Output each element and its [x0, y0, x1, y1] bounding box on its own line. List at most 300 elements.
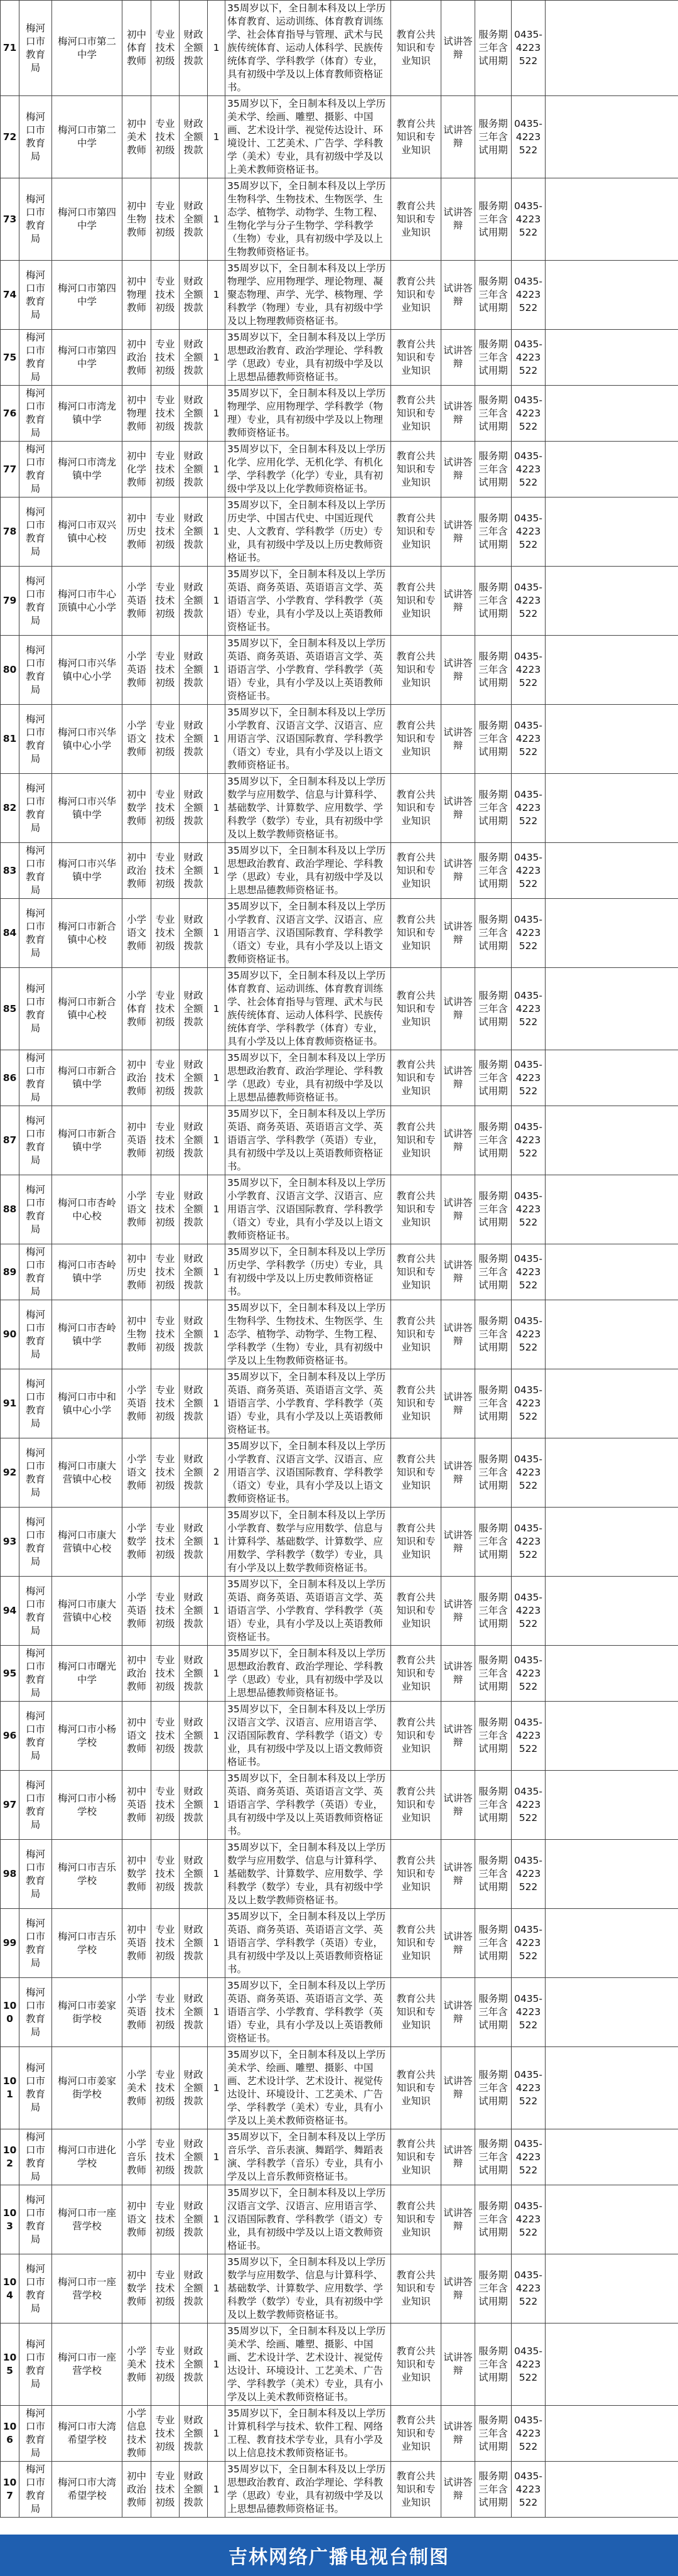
- contact-phone-cell: 0435-4223522: [512, 261, 546, 330]
- service-term-cell: 服务期三年含试用期: [475, 330, 512, 386]
- department-cell: 梅河口市教育局: [19, 442, 52, 497]
- contact-phone-cell: 0435-4223522: [512, 1300, 546, 1369]
- category-cell: 专业技术初级: [151, 1771, 180, 1840]
- service-term-cell: 服务期三年含试用期: [475, 1508, 512, 1577]
- service-term-cell: 服务期三年含试用期: [475, 1438, 512, 1508]
- interview-method-cell: 试讲答辩: [441, 843, 475, 899]
- row-number: 107: [1, 2462, 19, 2518]
- exam-subject-cell: 教育公共知识和专业知识: [391, 261, 441, 330]
- position-cell: 小学信息技术教师: [122, 2406, 151, 2462]
- exam-subject-cell: 教育公共知识和专业知识: [391, 705, 441, 774]
- interview-method-cell: 试讲答辩: [441, 1909, 475, 1978]
- headcount-cell: 1: [208, 1175, 225, 1244]
- row-number: 86: [1, 1050, 19, 1106]
- funding-cell: 财政全额拨款: [180, 96, 208, 178]
- funding-cell: 财政全额拨款: [180, 261, 208, 330]
- category-cell: 专业技术初级: [151, 899, 180, 968]
- row-number: 80: [1, 636, 19, 705]
- department-cell: 梅河口市教育局: [19, 96, 52, 178]
- row-number: 72: [1, 96, 19, 178]
- position-cell: 初中英语教师: [122, 1106, 151, 1175]
- table-row: [1, 1577, 678, 1646]
- interview-method-cell: 试讲答辩: [441, 386, 475, 442]
- category-cell: 专业技术初级: [151, 1508, 180, 1577]
- school-cell: 梅河口市第二中学: [52, 96, 122, 178]
- exam-subject-cell: 教育公共知识和专业知识: [391, 567, 441, 636]
- headcount-cell: 1: [208, 330, 225, 386]
- headcount-cell: 1: [208, 1508, 225, 1577]
- school-cell: 梅河口市中和镇中心小学: [52, 1369, 122, 1438]
- school-cell: 梅河口市湾龙镇中学: [52, 386, 122, 442]
- row-number: 77: [1, 442, 19, 497]
- interview-method-cell: 试讲答辩: [441, 1978, 475, 2047]
- row-number: 91: [1, 1369, 19, 1438]
- requirements-cell: 35周岁以下，全日制本科及以上学历美术学、绘画、雕塑、摄影、中国画、艺术设计学、艺术设计、视觉传达设计、环境设计、工艺美术、广告学、学科教学（美术）专业，具有小学及以上美术教师资格证书。: [225, 2323, 391, 2406]
- headcount-cell: 1: [208, 1369, 225, 1438]
- position-cell: 初中数学教师: [122, 2254, 151, 2323]
- interview-method-cell: 试讲答辩: [441, 899, 475, 968]
- table-row: [1, 1978, 678, 2047]
- empty-cell: [546, 442, 678, 497]
- headcount-cell: 1: [208, 774, 225, 843]
- row-number: 105: [1, 2323, 19, 2406]
- empty-cell: [546, 705, 678, 774]
- table-row: [1, 774, 678, 843]
- interview-method-cell: 试讲答辩: [441, 1244, 475, 1300]
- position-cell: 小学英语教师: [122, 567, 151, 636]
- category-cell: 专业技术初级: [151, 96, 180, 178]
- service-term-cell: 服务期三年含试用期: [475, 2323, 512, 2406]
- table-row: [1, 330, 678, 386]
- department-cell: 梅河口市教育局: [19, 497, 52, 567]
- contact-phone-cell: 0435-4223522: [512, 2323, 546, 2406]
- service-term-cell: 服务期三年含试用期: [475, 1840, 512, 1909]
- service-term-cell: 服务期三年含试用期: [475, 1175, 512, 1244]
- exam-subject-cell: 教育公共知识和专业知识: [391, 1050, 441, 1106]
- requirements-cell: 35周岁以下，全日制本科及以上学历音乐学、音乐表演、舞蹈学、舞蹈表演、学科教学（音乐）专业，具有小学及以上音乐教师资格证书。: [225, 2129, 391, 2185]
- department-cell: 梅河口市教育局: [19, 2047, 52, 2129]
- school-cell: 梅河口市兴华镇中心小学: [52, 705, 122, 774]
- school-cell: 梅河口市杏岭镇中学: [52, 1244, 122, 1300]
- headcount-cell: 2: [208, 1438, 225, 1508]
- department-cell: 梅河口市教育局: [19, 843, 52, 899]
- empty-cell: [546, 1, 678, 96]
- requirements-cell: 35周岁以下，全日制本科及以上学历计算机科学与技术、软件工程、网络工程、教育技术学专业，具有小学及以上信息技术教师资格证书。: [225, 2406, 391, 2462]
- requirements-cell: 35周岁以下，全日制本科及以上学历生物科学、生物技术、生物医学、生态学、植物学、动物学、生物工程、学科教学（生物）专业，具有初级中学及以上生物教师资格证书。: [225, 1300, 391, 1369]
- department-cell: 梅河口市教育局: [19, 1050, 52, 1106]
- interview-method-cell: 试讲答辩: [441, 2323, 475, 2406]
- category-cell: 专业技术初级: [151, 1175, 180, 1244]
- category-cell: 专业技术初级: [151, 1369, 180, 1438]
- requirements-cell: 35周岁以下，全日制本科及以上学历物理学、应用物理学、学科教学（物理）专业，具有初级中学及以上物理教师资格证书。: [225, 386, 391, 442]
- funding-cell: 财政全额拨款: [180, 497, 208, 567]
- row-number: 82: [1, 774, 19, 843]
- contact-phone-cell: 0435-4223522: [512, 2406, 546, 2462]
- funding-cell: 财政全额拨款: [180, 1508, 208, 1577]
- interview-method-cell: 试讲答辩: [441, 636, 475, 705]
- interview-method-cell: 试讲答辩: [441, 1438, 475, 1508]
- school-cell: 梅河口市大湾希望学校: [52, 2406, 122, 2462]
- funding-cell: 财政全额拨款: [180, 1, 208, 96]
- table-row: [1, 261, 678, 330]
- category-cell: 专业技术初级: [151, 2254, 180, 2323]
- empty-cell: [546, 1577, 678, 1646]
- empty-cell: [546, 1909, 678, 1978]
- interview-method-cell: 试讲答辩: [441, 2406, 475, 2462]
- row-number: 102: [1, 2129, 19, 2185]
- category-cell: 专业技术初级: [151, 2129, 180, 2185]
- department-cell: 梅河口市教育局: [19, 1978, 52, 2047]
- service-term-cell: 服务期三年含试用期: [475, 442, 512, 497]
- exam-subject-cell: 教育公共知识和专业知识: [391, 1646, 441, 1702]
- empty-cell: [546, 261, 678, 330]
- position-cell: 初中语文教师: [122, 1702, 151, 1771]
- position-cell: 小学音乐教师: [122, 2129, 151, 2185]
- row-number: 78: [1, 497, 19, 567]
- row-number: 93: [1, 1508, 19, 1577]
- exam-subject-cell: 教育公共知识和专业知识: [391, 2462, 441, 2518]
- headcount-cell: 1: [208, 386, 225, 442]
- exam-subject-cell: 教育公共知识和专业知识: [391, 1438, 441, 1508]
- funding-cell: 财政全额拨款: [180, 774, 208, 843]
- exam-subject-cell: 教育公共知识和专业知识: [391, 2129, 441, 2185]
- funding-cell: 财政全额拨款: [180, 636, 208, 705]
- department-cell: 梅河口市教育局: [19, 330, 52, 386]
- contact-phone-cell: 0435-4223522: [512, 178, 546, 261]
- exam-subject-cell: 教育公共知识和专业知识: [391, 1106, 441, 1175]
- interview-method-cell: 试讲答辩: [441, 261, 475, 330]
- headcount-cell: 1: [208, 567, 225, 636]
- funding-cell: 财政全额拨款: [180, 178, 208, 261]
- school-cell: 梅河口市康大营镇中心校: [52, 1577, 122, 1646]
- headcount-cell: 1: [208, 1702, 225, 1771]
- school-cell: 梅河口市第四中学: [52, 261, 122, 330]
- funding-cell: 财政全额拨款: [180, 1106, 208, 1175]
- requirements-cell: 35周岁以下，全日制本科及以上学历英语、商务英语、英语语言文学、英语语言学、小学教育、学科教学（英语）专业，具有小学及以上英语教师资格证书。: [225, 1978, 391, 2047]
- requirements-cell: 35周岁以下，全日制本科及以上学历英语、商务英语、英语语言文学、英语语言学、学科教学（英语）专业，具有初级中学及以上英语教师资格证书。: [225, 1771, 391, 1840]
- interview-method-cell: 试讲答辩: [441, 2254, 475, 2323]
- requirements-cell: 35周岁以下，全日制本科及以上学历思想政治教育、政治学理论、学科教学（思政）专业，具有初级中学及以上思想品德教师资格证书。: [225, 1050, 391, 1106]
- funding-cell: 财政全额拨款: [180, 2462, 208, 2518]
- empty-cell: [546, 774, 678, 843]
- department-cell: 梅河口市教育局: [19, 1702, 52, 1771]
- exam-subject-cell: 教育公共知识和专业知识: [391, 843, 441, 899]
- department-cell: 梅河口市教育局: [19, 1106, 52, 1175]
- department-cell: 梅河口市教育局: [19, 1300, 52, 1369]
- funding-cell: 财政全额拨款: [180, 2185, 208, 2254]
- position-cell: 初中体育教师: [122, 1, 151, 96]
- service-term-cell: 服务期三年含试用期: [475, 2254, 512, 2323]
- school-cell: 梅河口市吉乐学校: [52, 1909, 122, 1978]
- contact-phone-cell: 0435-4223522: [512, 843, 546, 899]
- service-term-cell: 服务期三年含试用期: [475, 968, 512, 1050]
- interview-method-cell: 试讲答辩: [441, 178, 475, 261]
- requirements-cell: 35周岁以下，全日制本科及以上学历体育教育、运动训练、体育教育训练学、社会体育指导与管理、武术与民族传统体育、运动人体科学、民族传统体育学、学科教学（体育）专业，具有小学及以上体育教师资格证书。: [225, 968, 391, 1050]
- requirements-cell: 35周岁以下，全日制本科及以上学历小学教育、汉语言文学、汉语言、应用语言学、汉语国际教育、学科教学（语文）专业，具有小学及以上语文教师资格证书。: [225, 899, 391, 968]
- category-cell: 专业技术初级: [151, 442, 180, 497]
- funding-cell: 财政全额拨款: [180, 843, 208, 899]
- requirements-cell: 35周岁以下，全日制本科及以上学历思想政治教育、政治学理论、学科教学（思政）专业，具有初级中学及以上思想品德教师资格证书。: [225, 843, 391, 899]
- funding-cell: 财政全额拨款: [180, 2254, 208, 2323]
- requirements-cell: 35周岁以下，全日制本科及以上学历数学与应用数学、信息与计算科学、基础数学、计算数学、应用数学、学科教学（数学）专业，具有初级中学及以上数学教师资格证书。: [225, 1840, 391, 1909]
- row-number: 74: [1, 261, 19, 330]
- service-term-cell: 服务期三年含试用期: [475, 899, 512, 968]
- funding-cell: 财政全额拨款: [180, 2129, 208, 2185]
- requirements-cell: 35周岁以下，全日制本科及以上学历小学教育、数学与应用数学、信息与计算科学、基础数学、计算数学、应用数学、学科教学（数学）专业，具有小学及以上数学教师资格证书。: [225, 1508, 391, 1577]
- empty-cell: [546, 1978, 678, 2047]
- row-number: 71: [1, 1, 19, 96]
- funding-cell: 财政全额拨款: [180, 1175, 208, 1244]
- table-row: [1, 2462, 678, 2518]
- category-cell: 专业技术初级: [151, 1840, 180, 1909]
- row-number: 92: [1, 1438, 19, 1508]
- contact-phone-cell: 0435-4223522: [512, 774, 546, 843]
- school-cell: 梅河口市双兴镇中心校: [52, 497, 122, 567]
- table-row: [1, 1300, 678, 1369]
- headcount-cell: 1: [208, 2047, 225, 2129]
- category-cell: 专业技术初级: [151, 2185, 180, 2254]
- table-row: [1, 96, 678, 178]
- row-number: 94: [1, 1577, 19, 1646]
- row-number: 85: [1, 968, 19, 1050]
- service-term-cell: 服务期三年含试用期: [475, 1369, 512, 1438]
- requirements-cell: 35周岁以下，全日制本科及以上学历体育教育、运动训练、体育教育训练学、社会体育指导与管理、武术与民族传统体育、运动人体科学、民族传统体育学、学科教学（体育）专业，具有初级中学及以上体育教师资格证书。: [225, 1, 391, 96]
- empty-cell: [546, 636, 678, 705]
- table-row: [1, 636, 678, 705]
- contact-phone-cell: 0435-4223522: [512, 2254, 546, 2323]
- exam-subject-cell: 教育公共知识和专业知识: [391, 1369, 441, 1438]
- department-cell: 梅河口市教育局: [19, 774, 52, 843]
- headcount-cell: 1: [208, 261, 225, 330]
- table-row: [1, 1244, 678, 1300]
- category-cell: 专业技术初级: [151, 1702, 180, 1771]
- service-term-cell: 服务期三年含试用期: [475, 1244, 512, 1300]
- exam-subject-cell: 教育公共知识和专业知识: [391, 2047, 441, 2129]
- category-cell: 专业技术初级: [151, 2462, 180, 2518]
- table-row: [1, 1702, 678, 1771]
- empty-cell: [546, 2406, 678, 2462]
- service-term-cell: 服务期三年含试用期: [475, 774, 512, 843]
- contact-phone-cell: 0435-4223522: [512, 386, 546, 442]
- table-row: [1, 1909, 678, 1978]
- position-cell: 初中历史教师: [122, 1244, 151, 1300]
- school-cell: 梅河口市兴华镇中学: [52, 843, 122, 899]
- table-row: [1, 968, 678, 1050]
- row-number: 89: [1, 1244, 19, 1300]
- position-cell: 小学英语教师: [122, 1978, 151, 2047]
- position-cell: 初中生物教师: [122, 1300, 151, 1369]
- requirements-cell: 35周岁以下，全日制本科及以上学历美术学、绘画、雕塑、摄影、中国画、艺术设计学、艺术设计、视觉传达设计、环境设计、工艺美术、广告学、学科教学（美术）专业，具有小学及以上美术教师资格证书。: [225, 2047, 391, 2129]
- funding-cell: 财政全额拨款: [180, 899, 208, 968]
- requirements-cell: 35周岁以下，全日制本科及以上学历汉语言文学、汉语言、应用语言学、汉语国际教育、学科教学（语文）专业，具有初级中学及以上语文教师资格证书。: [225, 1702, 391, 1771]
- category-cell: 专业技术初级: [151, 1577, 180, 1646]
- exam-subject-cell: 教育公共知识和专业知识: [391, 1978, 441, 2047]
- headcount-cell: 1: [208, 2462, 225, 2518]
- category-cell: 专业技术初级: [151, 330, 180, 386]
- department-cell: 梅河口市教育局: [19, 2185, 52, 2254]
- school-cell: 梅河口市一座营学校: [52, 2185, 122, 2254]
- row-number: 104: [1, 2254, 19, 2323]
- headcount-cell: 1: [208, 843, 225, 899]
- headcount-cell: 1: [208, 1106, 225, 1175]
- table-row: [1, 1369, 678, 1438]
- empty-cell: [546, 1771, 678, 1840]
- empty-cell: [546, 1106, 678, 1175]
- category-cell: 专业技术初级: [151, 386, 180, 442]
- contact-phone-cell: 0435-4223522: [512, 1646, 546, 1702]
- exam-subject-cell: 教育公共知识和专业知识: [391, 2185, 441, 2254]
- contact-phone-cell: 0435-4223522: [512, 1978, 546, 2047]
- service-term-cell: 服务期三年含试用期: [475, 705, 512, 774]
- department-cell: 梅河口市教育局: [19, 1244, 52, 1300]
- empty-cell: [546, 1840, 678, 1909]
- school-cell: 梅河口市康大营镇中心校: [52, 1438, 122, 1508]
- requirements-cell: 35周岁以下，全日制本科及以上学历历史学、学科教学（历史）专业，具有初级中学及以上历史教师资格证书。: [225, 1244, 391, 1300]
- exam-subject-cell: 教育公共知识和专业知识: [391, 1909, 441, 1978]
- requirements-cell: 35周岁以下，全日制本科及以上学历思想政治教育、政治学理论、学科教学（思政）专业，具有初级中学及以上思想品德教师资格证书。: [225, 2462, 391, 2518]
- position-cell: 初中政治教师: [122, 2462, 151, 2518]
- row-number: 81: [1, 705, 19, 774]
- interview-method-cell: 试讲答辩: [441, 1508, 475, 1577]
- requirements-cell: 35周岁以下，全日制本科及以上学历数学与应用数学、信息与计算科学、基础数学、计算数学、应用数学、学科教学（数学）专业，具有初级中学及以上数学教师资格证书。: [225, 774, 391, 843]
- table-row: [1, 1050, 678, 1106]
- row-number: 106: [1, 2406, 19, 2462]
- row-number: 75: [1, 330, 19, 386]
- category-cell: 专业技术初级: [151, 1106, 180, 1175]
- headcount-cell: 1: [208, 1840, 225, 1909]
- empty-cell: [546, 2462, 678, 2518]
- headcount-cell: 1: [208, 2129, 225, 2185]
- funding-cell: 财政全额拨款: [180, 330, 208, 386]
- school-cell: 梅河口市小杨学校: [52, 1771, 122, 1840]
- school-cell: 梅河口市兴华镇中学: [52, 774, 122, 843]
- empty-cell: [546, 1646, 678, 1702]
- row-number: 96: [1, 1702, 19, 1771]
- category-cell: 专业技术初级: [151, 2406, 180, 2462]
- interview-method-cell: 试讲答辩: [441, 1050, 475, 1106]
- position-cell: 初中数学教师: [122, 774, 151, 843]
- requirements-cell: 35周岁以下，全日制本科及以上学历物理学、应用物理学、理论物理、凝聚态物理、声学、光学、核物理、学科教学（物理）专业，具有初级中学及以上物理教师资格证书。: [225, 261, 391, 330]
- empty-cell: [546, 1175, 678, 1244]
- position-cell: 初中政治教师: [122, 1646, 151, 1702]
- headcount-cell: 1: [208, 442, 225, 497]
- school-cell: 梅河口市新合镇中学: [52, 1106, 122, 1175]
- service-term-cell: 服务期三年含试用期: [475, 1702, 512, 1771]
- empty-cell: [546, 1438, 678, 1508]
- contact-phone-cell: 0435-4223522: [512, 1175, 546, 1244]
- school-cell: 梅河口市第四中学: [52, 330, 122, 386]
- headcount-cell: 1: [208, 1646, 225, 1702]
- department-cell: 梅河口市教育局: [19, 1369, 52, 1438]
- exam-subject-cell: 教育公共知识和专业知识: [391, 2254, 441, 2323]
- service-term-cell: 服务期三年含试用期: [475, 567, 512, 636]
- exam-subject-cell: 教育公共知识和专业知识: [391, 96, 441, 178]
- requirements-cell: 35周岁以下，全日制本科及以上学历思想政治教育、政治学理论、学科教学（思政）专业，具有初级中学及以上思想品德教师资格证书。: [225, 330, 391, 386]
- exam-subject-cell: 教育公共知识和专业知识: [391, 178, 441, 261]
- empty-cell: [546, 2323, 678, 2406]
- headcount-cell: 1: [208, 2406, 225, 2462]
- school-cell: 梅河口市大湾希望学校: [52, 2462, 122, 2518]
- headcount-cell: 1: [208, 1577, 225, 1646]
- funding-cell: 财政全额拨款: [180, 1909, 208, 1978]
- school-cell: 梅河口市兴华镇中心小学: [52, 636, 122, 705]
- requirements-cell: 35周岁以下，全日制本科及以上学历英语、商务英语、英语语言文学、英语语言学、小学教育、学科教学（英语）专业，具有小学及以上英语教师资格证书。: [225, 567, 391, 636]
- headcount-cell: 1: [208, 705, 225, 774]
- table-row: [1, 843, 678, 899]
- contact-phone-cell: 0435-4223522: [512, 96, 546, 178]
- table-row: [1, 497, 678, 567]
- service-term-cell: 服务期三年含试用期: [475, 2129, 512, 2185]
- contact-phone-cell: 0435-4223522: [512, 1244, 546, 1300]
- exam-subject-cell: 教育公共知识和专业知识: [391, 442, 441, 497]
- headcount-cell: 1: [208, 96, 225, 178]
- row-number: 73: [1, 178, 19, 261]
- headcount-cell: 1: [208, 1909, 225, 1978]
- requirements-cell: 35周岁以下，全日制本科及以上学历英语、商务英语、英语语言文学、英语语言学、小学教育、学科教学（英语）专业，具有小学及以上英语教师资格证书。: [225, 1369, 391, 1438]
- funding-cell: 财政全额拨款: [180, 1300, 208, 1369]
- row-number: 84: [1, 899, 19, 968]
- interview-method-cell: 试讲答辩: [441, 567, 475, 636]
- interview-method-cell: 试讲答辩: [441, 1369, 475, 1438]
- interview-method-cell: 试讲答辩: [441, 705, 475, 774]
- department-cell: 梅河口市教育局: [19, 2462, 52, 2518]
- table-row: [1, 1646, 678, 1702]
- empty-cell: [546, 330, 678, 386]
- service-term-cell: 服务期三年含试用期: [475, 1978, 512, 2047]
- service-term-cell: 服务期三年含试用期: [475, 1577, 512, 1646]
- contact-phone-cell: 0435-4223522: [512, 1508, 546, 1577]
- category-cell: 专业技术初级: [151, 1438, 180, 1508]
- exam-subject-cell: 教育公共知识和专业知识: [391, 1577, 441, 1646]
- category-cell: 专业技术初级: [151, 1978, 180, 2047]
- position-cell: 初中政治教师: [122, 843, 151, 899]
- position-cell: 初中美术教师: [122, 96, 151, 178]
- headcount-cell: 1: [208, 636, 225, 705]
- contact-phone-cell: 0435-4223522: [512, 2047, 546, 2129]
- exam-subject-cell: 教育公共知识和专业知识: [391, 1508, 441, 1577]
- contact-phone-cell: 0435-4223522: [512, 1840, 546, 1909]
- exam-subject-cell: 教育公共知识和专业知识: [391, 497, 441, 567]
- school-cell: 梅河口市牛心顶镇中心小学: [52, 567, 122, 636]
- headcount-cell: 1: [208, 2323, 225, 2406]
- requirements-cell: 35周岁以下，全日制本科及以上学历小学教育、汉语言文学、汉语言、应用语言学、汉语国际教育、学科教学（语文）专业，具有小学及以上语文教师资格证书。: [225, 1438, 391, 1508]
- interview-method-cell: 试讲答辩: [441, 1646, 475, 1702]
- row-number: 103: [1, 2185, 19, 2254]
- interview-method-cell: 试讲答辩: [441, 1, 475, 96]
- table-row: [1, 2185, 678, 2254]
- contact-phone-cell: 0435-4223522: [512, 330, 546, 386]
- school-cell: 梅河口市新合镇中心校: [52, 899, 122, 968]
- category-cell: 专业技术初级: [151, 567, 180, 636]
- school-cell: 梅河口市湾龙镇中学: [52, 442, 122, 497]
- service-term-cell: 服务期三年含试用期: [475, 2047, 512, 2129]
- position-cell: 小学语文教师: [122, 705, 151, 774]
- exam-subject-cell: 教育公共知识和专业知识: [391, 774, 441, 843]
- position-cell: 初中物理教师: [122, 386, 151, 442]
- interview-method-cell: 试讲答辩: [441, 330, 475, 386]
- exam-subject-cell: 教育公共知识和专业知识: [391, 1244, 441, 1300]
- position-cell: 小学英语教师: [122, 636, 151, 705]
- table-row: [1, 899, 678, 968]
- service-term-cell: 服务期三年含试用期: [475, 386, 512, 442]
- funding-cell: 财政全额拨款: [180, 442, 208, 497]
- position-cell: 初中历史教师: [122, 497, 151, 567]
- empty-cell: [546, 2047, 678, 2129]
- department-cell: 梅河口市教育局: [19, 261, 52, 330]
- school-cell: 梅河口市一座营学校: [52, 2323, 122, 2406]
- table-row: [1, 1438, 678, 1508]
- position-cell: 初中数学教师: [122, 1840, 151, 1909]
